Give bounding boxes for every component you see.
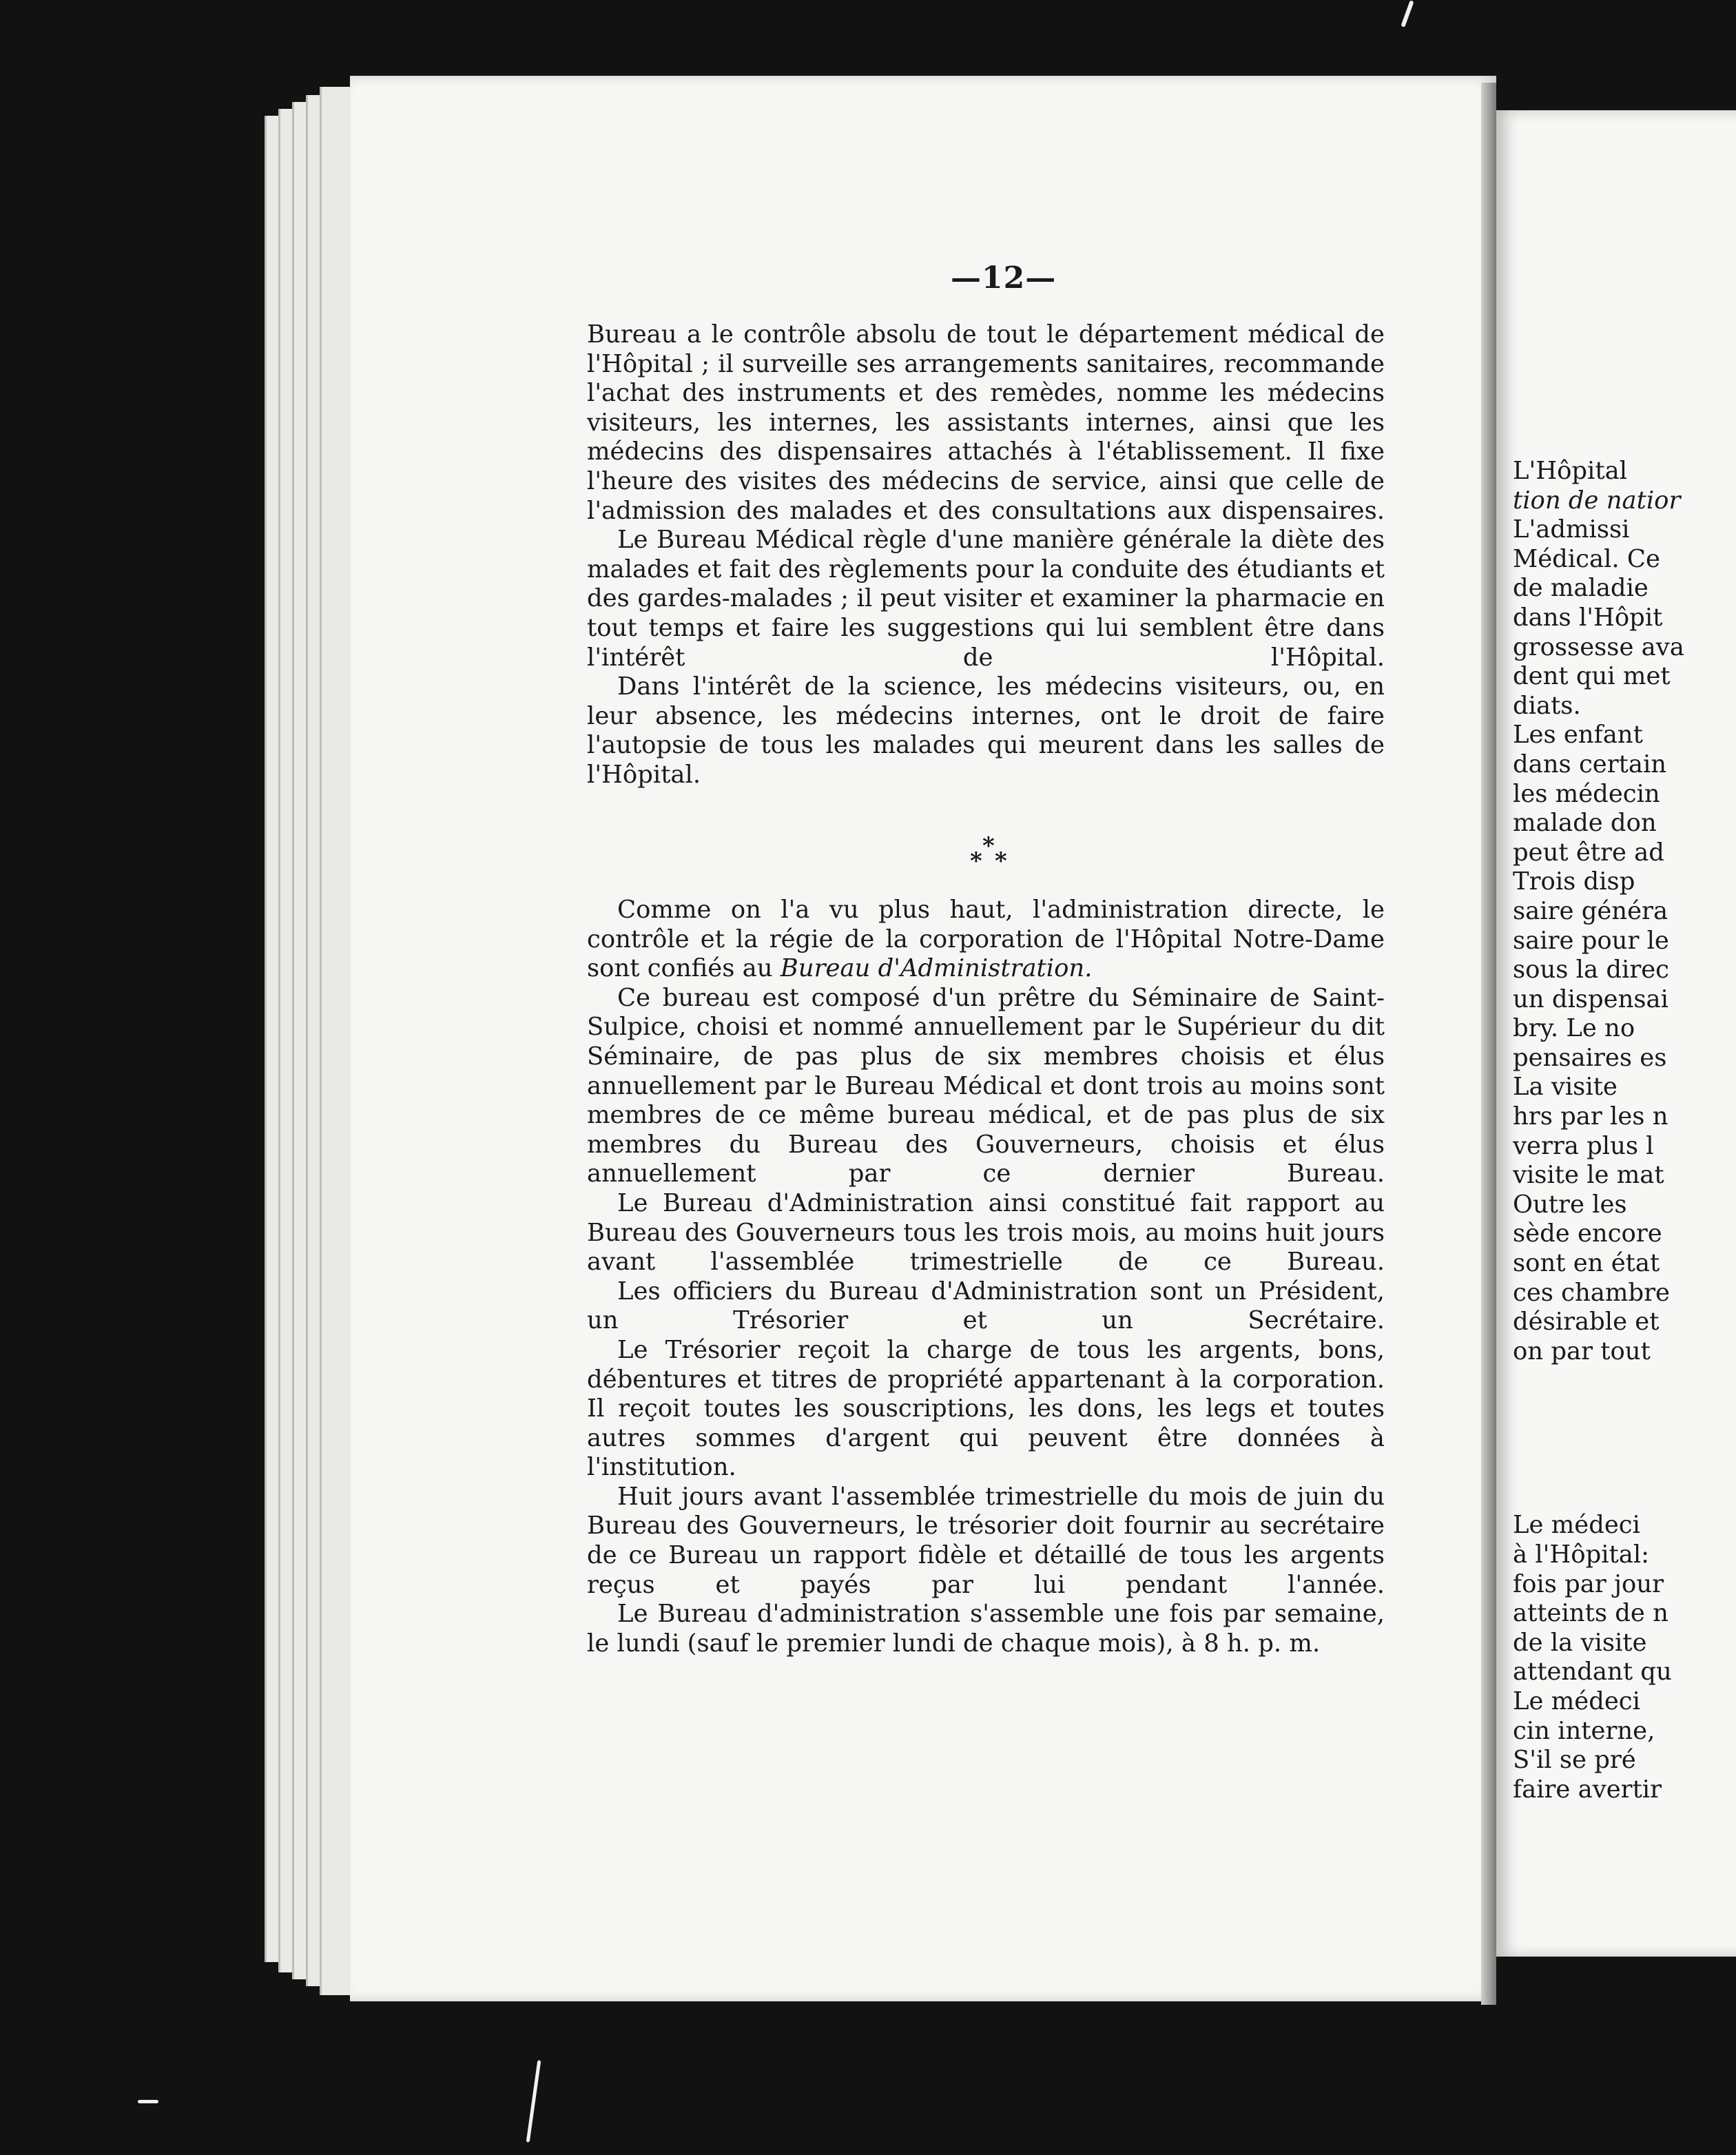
paragraph: Huit jours avant l'assemblée trimestrielle du mois de juin du Bureau des Gouverneurs, le trésorier doit fournir au secrétaire de ce Bureau un rapport fidèle et détaillé de tous les argents reçus et payés par lui pendant l'année. <box>587 1482 1385 1599</box>
text-line: La visite <box>1513 1073 1618 1102</box>
text-line: atteints de n <box>1513 1599 1668 1628</box>
paragraph: Bureau a le contrôle absolu de tout le département médical de l'Hôpital ; il surveille ses arrangements sanitaires, recommande l'achat des instruments et des remèdes, nomme les médecins visiteurs, les internes, les assistants internes, ainsi que les médecins des dispensaires attachés à l'établissement. Il fixe l'heure des visites des médecins de service, ainsi que celle de l'admission des malades et des consultations aux dispensaires. <box>587 320 1385 525</box>
text-line: Médical. Ce <box>1513 544 1660 573</box>
text-line: sous la direc <box>1513 956 1669 984</box>
text-line: on par tout <box>1513 1337 1651 1365</box>
text-line: à l'Hôpital: <box>1513 1540 1650 1569</box>
text-line: hrs par les n <box>1513 1102 1668 1131</box>
text-line: fois par jour <box>1513 1569 1664 1598</box>
paragraph: Dans l'intérêt de la science, les médecins visiteurs, ou, en leur absence, les médecins internes, ont le droit de faire l'autopsie de tous les malades qui meurent dans les salles de l'Hôpital. <box>587 672 1385 789</box>
paragraph: Les officiers du Bureau d'Administration sont un Président, un Trésorier et un Secrétaire. <box>587 1277 1385 1335</box>
text-line: de la visite <box>1513 1628 1647 1657</box>
right-page-text <box>1513 457 1736 1804</box>
text-line: un dispensai <box>1513 984 1668 1013</box>
paragraph: Le Trésorier reçoit la charge de tous les argents, bons, débentures et titres de propriété appartenant à la corporation. Il reçoit toutes les souscriptions, les dons, les legs et toutes autres sommes d'argent qui peuvent être données à l'institution. <box>587 1335 1385 1482</box>
text-line: de maladie <box>1513 574 1649 603</box>
paragraph: Ce bureau est composé d'un prêtre du Séminaire de Saint-Sulpice, choisi et nommé annuellement par le Supérieur du dit Séminaire, de pas plus de six membres choisis et élus annuellement par le Bureau Médical et dont trois au moins sont membres de ce même bureau médical, et de pas plus de six membres du Bureau des Gouverneurs, choisis et élus annuellement par ce dernier Bureau. <box>587 983 1385 1188</box>
asterism-star: * <box>995 847 1007 875</box>
text-line: dans certain <box>1513 750 1667 779</box>
text-line: faire avertir <box>1513 1775 1662 1804</box>
paragraph-text: Comme on l'a vu plus haut, l'administration directe, le contrôle et la régie de la corporation de l'Hôpital Notre-Dame sont confiés au <box>587 896 1385 983</box>
text-line: L'admissi <box>1513 515 1630 544</box>
text-line: pensaires es <box>1513 1043 1667 1072</box>
text-line: malade don <box>1513 809 1657 838</box>
paragraph: Le Bureau d'Administration ainsi constitué fait rapport au Bureau des Gouverneurs tous les trois mois, au moins huit jours avant l'assemblée trimestrielle de ce Bureau. <box>587 1188 1385 1277</box>
text-line: ces chambre <box>1513 1278 1670 1307</box>
paragraph <box>587 896 1385 984</box>
asterism-ornament <box>967 832 1015 874</box>
book-gutter <box>1481 83 1496 2005</box>
paragraph: Le Bureau d'administration s'assemble une fois par semaine, le lundi (sauf le premier lundi de chaque mois), à 8 h. p. m. <box>587 1600 1385 1658</box>
left-section-2 <box>587 896 1385 1658</box>
text-line: Outre les <box>1513 1190 1627 1219</box>
scan-mark <box>526 2060 541 2143</box>
text-line: dans l'Hôpit <box>1513 603 1663 632</box>
text-line: sont en état <box>1513 1249 1660 1278</box>
text-line: visite le mat <box>1513 1161 1664 1190</box>
text-line: Les enfant <box>1513 721 1643 750</box>
text-line: cin interne, <box>1513 1716 1655 1745</box>
section-gap <box>1513 1366 1736 1511</box>
text-line: désirable et <box>1513 1308 1660 1337</box>
left-section-1 <box>587 320 1385 790</box>
page-number: —12— <box>951 260 1057 296</box>
asterism-star: * <box>982 832 995 860</box>
text-line: saire généra <box>1513 896 1668 925</box>
text-line: grossesse ava <box>1513 632 1684 661</box>
text-line: attendant qu <box>1513 1658 1672 1687</box>
text-line: Le médeci <box>1513 1511 1640 1540</box>
text-line: les médecin <box>1513 779 1660 808</box>
text-line: bry. Le no <box>1513 1014 1635 1043</box>
text-line: diats. <box>1513 691 1581 720</box>
text-line: sède encore <box>1513 1219 1662 1248</box>
text-line: verra plus l <box>1513 1131 1654 1160</box>
text-line: S'il se pré <box>1513 1746 1636 1775</box>
paragraph: Le Bureau Médical règle d'une manière générale la diète des malades et fait des règlements pour la conduite des étudiants et des gardes-malades ; il peut visiter et examiner la pharmacie en tout temps et faire les suggestions qui lui semblent être dans l'intérêt de l'Hôpital. <box>587 526 1385 672</box>
text-line: peut être ad <box>1513 838 1664 867</box>
text-line: saire pour le <box>1513 926 1669 955</box>
text-line: L'Hôpital <box>1513 457 1628 485</box>
asterism-star: * <box>970 847 982 875</box>
scan-mark <box>138 2100 158 2103</box>
text-line: dent qui met <box>1513 662 1671 691</box>
scan-mark <box>1401 0 1414 28</box>
italic-term: Bureau d'Administration. <box>780 954 1093 983</box>
text-line: Trois disp <box>1513 867 1635 896</box>
text-line: tion de natior <box>1513 486 1681 515</box>
text-line: Le médeci <box>1513 1687 1640 1715</box>
